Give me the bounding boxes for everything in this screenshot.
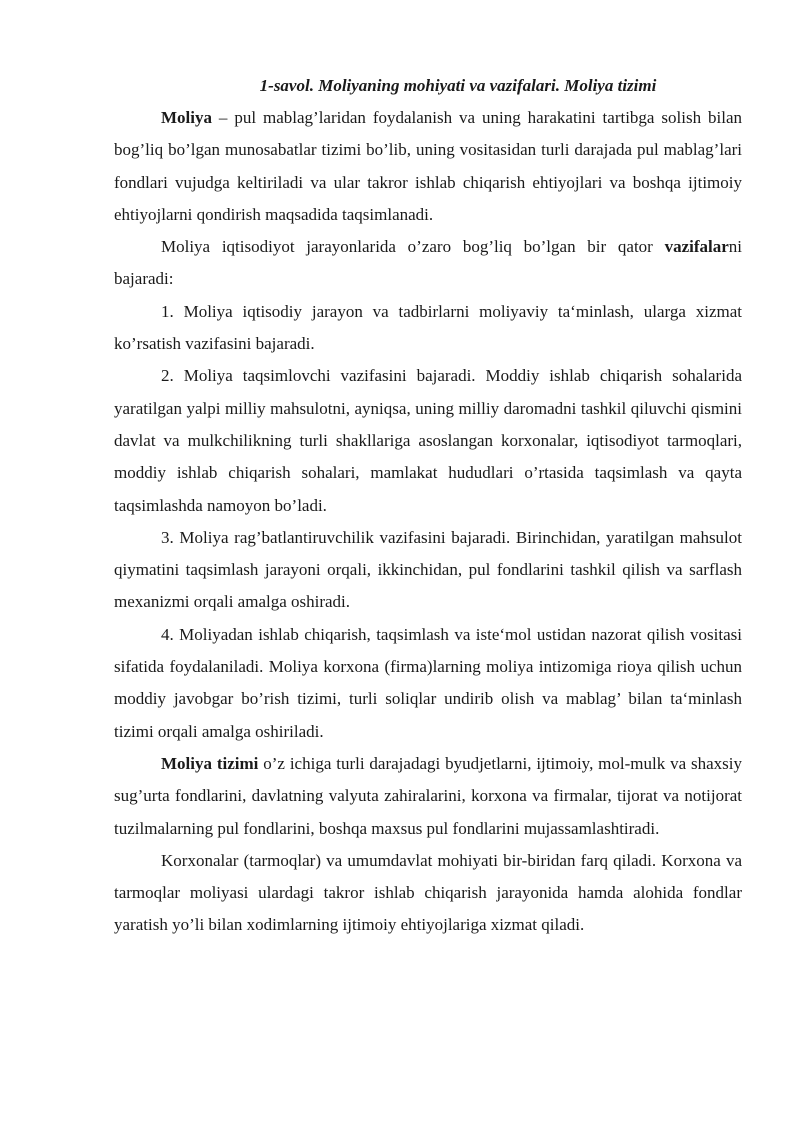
paragraph-moliya-definition [114, 102, 742, 231]
paragraph-function-2: 2. Moliya taqsimlovchi vazifasini bajaradi. Moddiy ishlab chiqarish sohalarida yaratilgan yalpi milliy mahsulotni, ayniqsa, uning milliy daromadni tashkil qiluvchi qismini davlat va mulkchilikning turli shakllariga asoslangan korxonalar, iqtisodiyot tarmoqlari, moddiy ishlab chiqarish sohalari, mamlakat hududlari o’rtasida taqsimlash va qayta taqsimlashda namoyon bo’ladi. [114, 366, 742, 515]
paragraph-function-4: 4. Moliyadan ishlab chiqarish, taqsimlash va iste‘mol ustidan nazorat qilish vositasi sifatida foydalaniladi. Moliya korxona (firma)larning moliya intizomiga rioya qilish uchun moddiy javobgar bo’rish tizimi, turli soliqlar undirib olish va mablag’ bilan ta‘minlash tizimi orqali amalga oshiriladi. [114, 624, 742, 741]
paragraph-moliya-tizimi [114, 748, 742, 845]
paragraph-korxonalar: Korxonalar (tarmoqlar) va umumdavlat mohiyati bir-biridan farq qiladi. Korxona va tarmoqlar moliyasi ulardagi takror ishlab chiqarish jarayonida hamda alohida fondlar yaratish yo’li bilan xodimlarning ijtimoiy ehtiyojlariga xizmat qiladi. [114, 850, 742, 935]
term-vazifalar: vazifalar [664, 237, 729, 257]
paragraph-functions-intro [114, 231, 742, 296]
paragraph-text: ni bajaradi: [114, 237, 742, 289]
paragraph-function-3: 3. Moliya rag’batlantiruvchilik vazifasini bajaradi. Birinchidan, yaratilgan mahsulot qiymatini taqsimlash jarayoni orqali, ikkinchidan, pul fondlarini tashkil qilish va sarflash mexanizmi orqali amalga oshiradi. [114, 527, 742, 612]
page-title: 1-savol. Moliyaning mohiyati va vazifalari. Moliya tizimi [259, 76, 657, 95]
document-page [114, 70, 742, 942]
paragraph-text: o’z ichiga turli darajadagi byudjetlarni, ijtimoiy, mol-mulk va shaxsiy sug’urta fondlarini, davlatning valyuta zahiralarini, korxona va firmalar, tijorat va notijorat tuzilmalarning pul fondlarini, boshqa maxsus pul fondlarini mujassamlashtiradi. [114, 753, 743, 838]
term-moliya-tizimi: Moliya tizimi [161, 753, 259, 773]
paragraph-function-1: 1. Moliya iqtisodiy jarayon va tadbirlarni moliyaviy ta‘minlash, ularga xizmat ko’rsatish vazifasini bajaradi. [114, 301, 742, 354]
paragraph-text: – pul mablag’laridan foydalanish va uning harakatini tartibga solish bilan bog’liq bo’lgan munosabatlar tizimi bo’lib, uning vositasidan turli darajada pul mablag’lari fondlari vujudga keltiriladi va ular takror ishlab chiqarish ehtiyojlari va boshqa ijtimoiy ehtiyojlarni qondirish maqsadida taqsimlanadi. [114, 108, 742, 224]
term-moliya: Moliya [161, 108, 212, 127]
paragraph-text: Moliya iqtisodiyot jarayonlarida o’zaro bog’liq bo’lgan bir qator [161, 237, 665, 257]
